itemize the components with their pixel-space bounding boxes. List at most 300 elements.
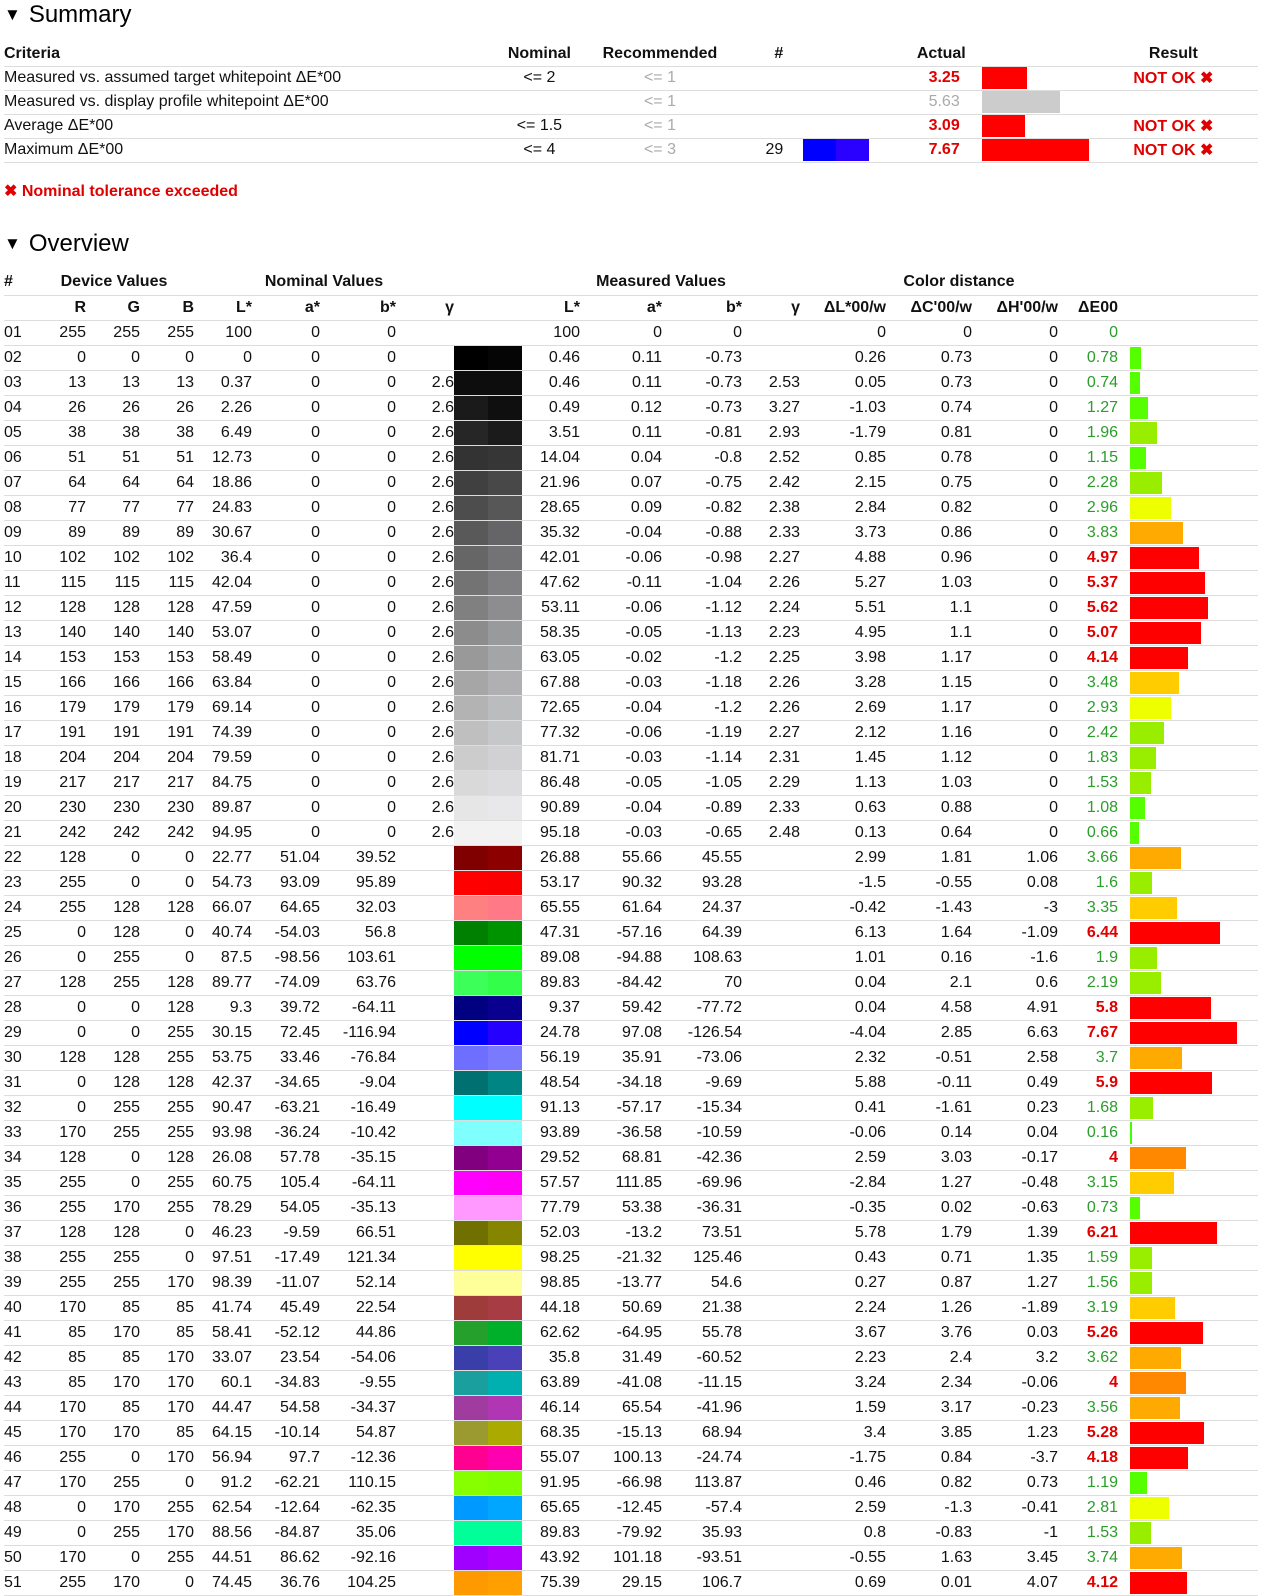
idx-cell: 36 <box>4 1195 34 1220</box>
ma-cell: -0.03 <box>580 820 662 845</box>
de-cell: 0.66 <box>1058 820 1118 845</box>
nl-cell: 44.51 <box>194 1545 252 1570</box>
color-swatch <box>454 1270 522 1295</box>
summary-section-header[interactable] <box>4 0 132 30</box>
mb-cell: -57.4 <box>662 1495 742 1520</box>
dl-cell: -1.75 <box>800 1445 886 1470</box>
dh-cell: 0 <box>972 795 1058 820</box>
actual-bar <box>982 91 1060 113</box>
g-cell: 26 <box>86 395 140 420</box>
r-cell: 166 <box>34 670 86 695</box>
delta-e-bar <box>1130 847 1181 869</box>
g-cell: 255 <box>86 1120 140 1145</box>
de-cell: 3.83 <box>1058 520 1118 545</box>
dh-cell: -1 <box>972 1520 1058 1545</box>
measured-gamma-header: γ <box>742 295 800 320</box>
dl-cell: 2.69 <box>800 695 886 720</box>
dc-cell: 3.03 <box>886 1145 972 1170</box>
collapse-triangle-icon[interactable]: ▼ <box>4 234 21 253</box>
de-cell: 7.67 <box>1058 1020 1118 1045</box>
num-cell <box>734 66 784 90</box>
ma-cell: -0.06 <box>580 720 662 745</box>
g-cell: 64 <box>86 470 140 495</box>
na-cell: 33.46 <box>252 1045 320 1070</box>
g-cell: 0 <box>86 1145 140 1170</box>
mgamma-cell: 2.93 <box>742 420 800 445</box>
dc-cell: 1.15 <box>886 670 972 695</box>
nl-cell: 58.41 <box>194 1320 252 1345</box>
nl-cell: 24.83 <box>194 495 252 520</box>
dc-cell: 1.12 <box>886 745 972 770</box>
g-cell: 255 <box>86 1520 140 1545</box>
b-cell: 51 <box>140 445 194 470</box>
ma-cell: 65.54 <box>580 1395 662 1420</box>
delta-e-bar <box>1130 447 1146 469</box>
mb-cell: -41.96 <box>662 1395 742 1420</box>
nb-cell: -10.42 <box>320 1120 396 1145</box>
na-cell: -34.83 <box>252 1370 320 1395</box>
mb-cell: -1.19 <box>662 720 742 745</box>
na-cell: -98.56 <box>252 945 320 970</box>
idx-cell: 44 <box>4 1395 34 1420</box>
de-cell: 5.28 <box>1058 1420 1118 1445</box>
result-cell <box>1089 90 1258 114</box>
ml-cell: 65.55 <box>522 895 580 920</box>
ml-cell: 14.04 <box>522 445 580 470</box>
g-cell: 170 <box>86 1420 140 1445</box>
overview-row <box>4 1295 1258 1320</box>
g-cell: 242 <box>86 820 140 845</box>
ngamma-cell <box>396 1195 454 1220</box>
dc-cell: 1.63 <box>886 1545 972 1570</box>
delta-c-header: ΔC'00/w <box>886 295 972 320</box>
overview-row <box>4 1045 1258 1070</box>
nl-cell: 60.1 <box>194 1370 252 1395</box>
nl-cell: 84.75 <box>194 770 252 795</box>
summary-row <box>4 114 1258 138</box>
idx-cell: 15 <box>4 670 34 695</box>
nb-cell: 0 <box>320 320 396 345</box>
mgamma-cell <box>742 1195 800 1220</box>
ngamma-cell <box>396 1095 454 1120</box>
dl-cell: -0.55 <box>800 1545 886 1570</box>
ml-cell: 29.52 <box>522 1145 580 1170</box>
b-cell: 0 <box>140 870 194 895</box>
nominal-cell: <= 2 <box>493 66 587 90</box>
ngamma-cell: 2.6 <box>396 570 454 595</box>
nb-cell: 63.76 <box>320 970 396 995</box>
delta-e-bar <box>1130 672 1179 694</box>
dh-cell: 4.91 <box>972 995 1058 1020</box>
ma-cell: 0.04 <box>580 445 662 470</box>
ma-cell: -57.17 <box>580 1095 662 1120</box>
actual-bar <box>982 139 1089 161</box>
ml-cell: 91.13 <box>522 1095 580 1120</box>
de-cell: 3.7 <box>1058 1045 1118 1070</box>
ml-cell: 65.65 <box>522 1495 580 1520</box>
de-cell: 5.07 <box>1058 620 1118 645</box>
idx-cell: 50 <box>4 1545 34 1570</box>
dh-cell: -3.7 <box>972 1445 1058 1470</box>
dl-cell: 0.85 <box>800 445 886 470</box>
nl-cell: 97.51 <box>194 1245 252 1270</box>
g-cell: 217 <box>86 770 140 795</box>
ma-cell: -36.58 <box>580 1120 662 1145</box>
overview-row <box>4 745 1258 770</box>
na-cell: 64.65 <box>252 895 320 920</box>
mb-cell: -1.14 <box>662 745 742 770</box>
dl-cell: 5.51 <box>800 595 886 620</box>
ngamma-cell: 2.6 <box>396 770 454 795</box>
dc-cell: 1.03 <box>886 770 972 795</box>
b-cell: 115 <box>140 570 194 595</box>
nb-cell: 0 <box>320 670 396 695</box>
g-cell: 128 <box>86 895 140 920</box>
dc-cell: 2.34 <box>886 1370 972 1395</box>
de-cell: 5.37 <box>1058 570 1118 595</box>
ml-cell: 0.49 <box>522 395 580 420</box>
dl-cell: -1.03 <box>800 395 886 420</box>
ml-cell: 28.65 <box>522 495 580 520</box>
dc-cell: 1.17 <box>886 695 972 720</box>
nl-cell: 56.94 <box>194 1445 252 1470</box>
actual-cell: 3.09 <box>869 114 965 138</box>
dc-cell: -1.61 <box>886 1095 972 1120</box>
ml-cell: 0.46 <box>522 345 580 370</box>
ngamma-cell: 2.6 <box>396 795 454 820</box>
delta-e-bar <box>1130 872 1152 894</box>
color-swatch <box>454 370 522 395</box>
color-swatch <box>454 1495 522 1520</box>
delta-e-bar <box>1130 347 1141 369</box>
overview-row <box>4 1170 1258 1195</box>
ma-cell: 0.11 <box>580 420 662 445</box>
g-cell: 170 <box>86 1195 140 1220</box>
nl-cell: 6.49 <box>194 420 252 445</box>
dc-cell: 0.16 <box>886 945 972 970</box>
ml-cell: 89.08 <box>522 945 580 970</box>
g-cell: 255 <box>86 1245 140 1270</box>
ma-cell: -84.42 <box>580 970 662 995</box>
dl-cell: 1.01 <box>800 945 886 970</box>
delta-e-bar <box>1130 1222 1217 1244</box>
ma-cell: 111.85 <box>580 1170 662 1195</box>
g-cell: 0 <box>86 1545 140 1570</box>
color-swatch <box>454 445 522 470</box>
dh-cell: 1.23 <box>972 1420 1058 1445</box>
de-cell: 1.15 <box>1058 445 1118 470</box>
dc-cell: -0.55 <box>886 870 972 895</box>
de-cell: 3.62 <box>1058 1345 1118 1370</box>
recommended-cell: <= 3 <box>586 138 734 162</box>
nl-cell: 100 <box>194 320 252 345</box>
dl-cell: 4.88 <box>800 545 886 570</box>
overview-row <box>4 1195 1258 1220</box>
mb-cell: -1.04 <box>662 570 742 595</box>
ma-cell: 35.91 <box>580 1045 662 1070</box>
mgamma-cell <box>742 920 800 945</box>
r-cell: 85 <box>34 1320 86 1345</box>
dc-cell: 2.1 <box>886 970 972 995</box>
ma-cell: 90.32 <box>580 870 662 895</box>
nominal-cell: <= 1.5 <box>493 114 587 138</box>
de-cell: 1.59 <box>1058 1245 1118 1270</box>
na-cell: 0 <box>252 620 320 645</box>
na-cell: 0 <box>252 345 320 370</box>
mgamma-cell <box>742 1320 800 1345</box>
dh-cell: 0 <box>972 395 1058 420</box>
idx-cell: 13 <box>4 620 34 645</box>
idx-cell: 34 <box>4 1145 34 1170</box>
idx-cell: 31 <box>4 1070 34 1095</box>
ml-cell: 81.71 <box>522 745 580 770</box>
dc-cell: 1.79 <box>886 1220 972 1245</box>
dh-cell: 0.73 <box>972 1470 1058 1495</box>
mgamma-cell <box>742 995 800 1020</box>
overview-row <box>4 620 1258 645</box>
nl-cell: 90.47 <box>194 1095 252 1120</box>
r-cell: 0 <box>34 1495 86 1520</box>
delta-e-bar <box>1130 822 1139 844</box>
g-cell: 170 <box>86 1570 140 1595</box>
ma-cell: -0.02 <box>580 645 662 670</box>
b-cell: 170 <box>140 1270 194 1295</box>
de-cell: 3.35 <box>1058 895 1118 920</box>
color-swatch <box>454 1545 522 1570</box>
overview-row <box>4 1520 1258 1545</box>
ma-cell: 29.15 <box>580 1570 662 1595</box>
ngamma-cell <box>396 995 454 1020</box>
b-cell: 128 <box>140 595 194 620</box>
b-cell: 170 <box>140 1395 194 1420</box>
r-cell: 140 <box>34 620 86 645</box>
mb-cell: -0.82 <box>662 495 742 520</box>
de-cell: 5.26 <box>1058 1320 1118 1345</box>
summary-row <box>4 138 1258 162</box>
mb-cell: -0.8 <box>662 445 742 470</box>
mb-cell: -60.52 <box>662 1345 742 1370</box>
b-cell: 255 <box>140 1195 194 1220</box>
r-cell: 0 <box>34 1095 86 1120</box>
dc-cell: 1.1 <box>886 620 972 645</box>
ml-cell: 47.62 <box>522 570 580 595</box>
criteria-cell: Maximum ΔE*00 <box>4 138 493 162</box>
ngamma-cell <box>396 1545 454 1570</box>
idx-cell: 24 <box>4 895 34 920</box>
r-cell: 170 <box>34 1545 86 1570</box>
ngamma-cell <box>396 1170 454 1195</box>
ml-cell: 93.89 <box>522 1120 580 1145</box>
b-cell: 13 <box>140 370 194 395</box>
b-cell: 0 <box>140 1470 194 1495</box>
ma-cell: -66.98 <box>580 1470 662 1495</box>
delta-e-bar <box>1130 1547 1182 1569</box>
ml-cell: 21.96 <box>522 470 580 495</box>
color-distance-header: Color distance <box>800 270 1118 295</box>
mb-cell: -1.18 <box>662 670 742 695</box>
idx-cell: 40 <box>4 1295 34 1320</box>
ngamma-cell: 2.6 <box>396 620 454 645</box>
de-cell: 3.74 <box>1058 1545 1118 1570</box>
nl-cell: 74.39 <box>194 720 252 745</box>
mb-cell: -0.65 <box>662 820 742 845</box>
dl-cell: 0.04 <box>800 970 886 995</box>
dl-cell: 2.15 <box>800 470 886 495</box>
b-cell: 191 <box>140 720 194 745</box>
dl-cell: 0.8 <box>800 1520 886 1545</box>
mgamma-cell <box>742 895 800 920</box>
nb-cell: 0 <box>320 795 396 820</box>
delta-e-bar <box>1130 1022 1237 1044</box>
nominal-gamma-header: γ <box>396 295 454 320</box>
r-cell: 255 <box>34 1170 86 1195</box>
r-header: R <box>34 295 86 320</box>
dl-cell: 0 <box>800 320 886 345</box>
nb-cell: -35.15 <box>320 1145 396 1170</box>
color-swatch <box>454 1045 522 1070</box>
g-cell: 170 <box>86 1320 140 1345</box>
idx-cell: 06 <box>4 445 34 470</box>
mb-cell: 125.46 <box>662 1245 742 1270</box>
na-cell: -10.14 <box>252 1420 320 1445</box>
color-swatch <box>454 820 522 845</box>
de-cell: 1.19 <box>1058 1470 1118 1495</box>
color-swatch <box>454 1370 522 1395</box>
delta-e-bar <box>1130 1122 1132 1144</box>
nl-cell: 30.67 <box>194 520 252 545</box>
ml-cell: 0.46 <box>522 370 580 395</box>
nb-cell: 0 <box>320 820 396 845</box>
r-cell: 64 <box>34 470 86 495</box>
nl-cell: 62.54 <box>194 1495 252 1520</box>
color-swatch <box>454 895 522 920</box>
mb-cell: -73.06 <box>662 1045 742 1070</box>
de-cell: 2.28 <box>1058 470 1118 495</box>
dc-cell: 0.87 <box>886 1270 972 1295</box>
g-cell: 255 <box>86 320 140 345</box>
b-cell: 64 <box>140 470 194 495</box>
color-swatch <box>454 1420 522 1445</box>
dl-cell: 1.59 <box>800 1395 886 1420</box>
color-swatch <box>454 670 522 695</box>
na-cell: 0 <box>252 320 320 345</box>
na-cell: 51.04 <box>252 845 320 870</box>
dl-cell: -1.79 <box>800 420 886 445</box>
nb-cell: 22.54 <box>320 1295 396 1320</box>
ngamma-cell <box>396 920 454 945</box>
idx-cell: 47 <box>4 1470 34 1495</box>
ma-cell: -15.13 <box>580 1420 662 1445</box>
overview-section-header[interactable] <box>4 229 129 259</box>
dl-cell: 0.26 <box>800 345 886 370</box>
overview-row <box>4 945 1258 970</box>
b-cell: 230 <box>140 795 194 820</box>
ml-cell: 86.48 <box>522 770 580 795</box>
ma-cell: 50.69 <box>580 1295 662 1320</box>
na-cell: 0 <box>252 570 320 595</box>
collapse-triangle-icon[interactable]: ▼ <box>4 5 21 24</box>
ml-cell: 48.54 <box>522 1070 580 1095</box>
g-cell: 85 <box>86 1395 140 1420</box>
r-cell: 128 <box>34 845 86 870</box>
dc-cell: 0.73 <box>886 370 972 395</box>
b-cell: 166 <box>140 670 194 695</box>
g-cell: 0 <box>86 1170 140 1195</box>
na-cell: 0 <box>252 745 320 770</box>
mgamma-cell: 2.26 <box>742 670 800 695</box>
na-cell: -62.21 <box>252 1470 320 1495</box>
r-cell: 170 <box>34 1395 86 1420</box>
nl-cell: 60.75 <box>194 1170 252 1195</box>
dc-cell: 1.17 <box>886 645 972 670</box>
ma-cell: -0.05 <box>580 620 662 645</box>
overview-row <box>4 1495 1258 1520</box>
delta-e-bar <box>1130 497 1171 519</box>
dc-cell: 0.75 <box>886 470 972 495</box>
nb-cell: -64.11 <box>320 1170 396 1195</box>
idx-cell: 46 <box>4 1445 34 1470</box>
g-cell: 204 <box>86 745 140 770</box>
b-cell: 170 <box>140 1345 194 1370</box>
idx-cell: 49 <box>4 1520 34 1545</box>
ma-cell: -0.04 <box>580 795 662 820</box>
delta-e-bar <box>1130 722 1164 744</box>
dh-cell: 0 <box>972 345 1058 370</box>
dh-cell: 0 <box>972 445 1058 470</box>
mb-cell: -11.15 <box>662 1370 742 1395</box>
nl-cell: 36.4 <box>194 545 252 570</box>
dh-cell: 0.49 <box>972 1070 1058 1095</box>
ma-cell: -64.95 <box>580 1320 662 1345</box>
dc-cell: 0.84 <box>886 1445 972 1470</box>
b-cell: 85 <box>140 1295 194 1320</box>
ma-cell: -0.06 <box>580 595 662 620</box>
delta-e-bar <box>1130 1572 1187 1594</box>
de-cell: 1.53 <box>1058 1520 1118 1545</box>
r-cell: 26 <box>34 395 86 420</box>
idx-cell: 23 <box>4 870 34 895</box>
nb-cell: 104.25 <box>320 1570 396 1595</box>
nb-cell: 0 <box>320 545 396 570</box>
idx-cell: 07 <box>4 470 34 495</box>
de-cell: 3.48 <box>1058 670 1118 695</box>
dc-cell: 1.1 <box>886 595 972 620</box>
ml-cell: 53.17 <box>522 870 580 895</box>
b-cell: 255 <box>140 1020 194 1045</box>
de-cell: 3.66 <box>1058 845 1118 870</box>
ml-cell: 62.62 <box>522 1320 580 1345</box>
r-cell: 77 <box>34 495 86 520</box>
dl-cell: -0.06 <box>800 1120 886 1145</box>
nb-cell: 66.51 <box>320 1220 396 1245</box>
delta-e-bar <box>1130 747 1156 769</box>
dl-cell: 2.59 <box>800 1495 886 1520</box>
dc-cell: 0 <box>886 320 972 345</box>
nb-cell: 0 <box>320 770 396 795</box>
ml-cell: 43.92 <box>522 1545 580 1570</box>
color-swatch <box>454 995 522 1020</box>
mgamma-cell: 2.23 <box>742 620 800 645</box>
dl-cell: 1.45 <box>800 745 886 770</box>
dc-cell: 1.16 <box>886 720 972 745</box>
r-cell: 179 <box>34 695 86 720</box>
r-cell: 51 <box>34 445 86 470</box>
r-cell: 89 <box>34 520 86 545</box>
ngamma-cell <box>396 1345 454 1370</box>
nb-cell: 0 <box>320 720 396 745</box>
color-swatch <box>454 1170 522 1195</box>
delta-e-bar <box>1130 1247 1152 1269</box>
